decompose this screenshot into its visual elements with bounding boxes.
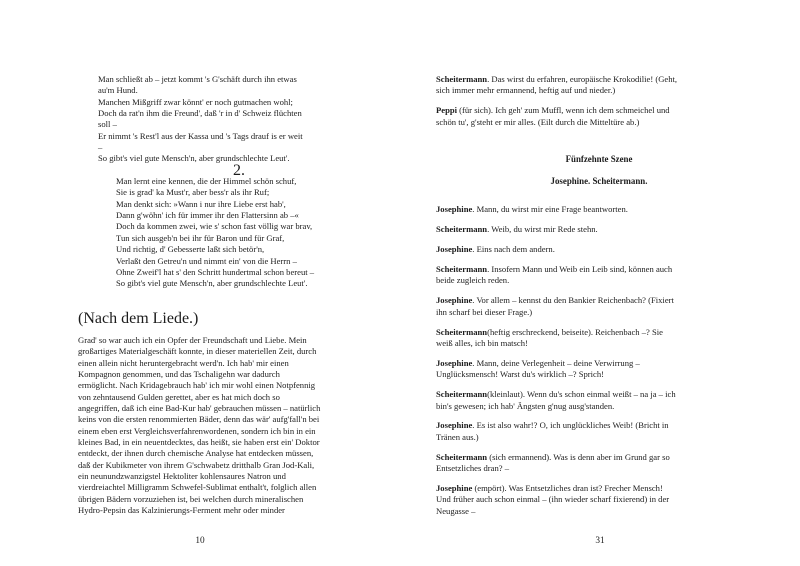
spacer [436, 165, 762, 176]
speech-line: . Insofern Mann und Weib ein Leib sind, können auch [487, 264, 673, 275]
prose-line: daß der Kubikmeter von ihrem G'schwabetz dritthalb Gran Jod-Kali, [78, 459, 315, 470]
prose-line: kleines Bad, in ein neuentdecktes, das heißt, sie haben erst ein' Doktor [78, 436, 320, 447]
speech-scheitermann-2 [436, 224, 762, 235]
speech-line: (heftig erschreckend, beiseite). Reichenbach –? Sie [487, 326, 663, 337]
speech-line: Tränen aus.) [436, 431, 479, 442]
verse-line: Dann g'wöhn' ich für immer ihr den Flattersinn ab –« [116, 210, 299, 221]
speech-line: . Eins nach dem andern. [472, 244, 555, 255]
speaker-name: Josephine [436, 357, 473, 368]
speaker-name: Scheitermann [436, 224, 488, 235]
verse-line: Doch da rat'n ihm die Freund', daß 'r in d' Schweiz flüchten [98, 108, 302, 119]
prose-line: von zehntausend Gulden gerettet, aber es hat mich doch so [78, 391, 280, 402]
speaker-name: Josephine [436, 204, 473, 215]
verse-line: Manchen Mißgriff zwar könnt' er noch gutmachen wohl; [98, 96, 293, 107]
scene-heading: Fünfzehnte Szene [565, 153, 633, 164]
speech-line: (sich ermannend). Was is denn aber im Grund gar so [487, 451, 670, 462]
speech-line: Und früher auch schon einmal – (ihn wieder scharf fixierend) in der [436, 494, 670, 505]
speech-scheitermann-6 [436, 452, 762, 475]
speech-line: sich immer mehr ermannend, heftig auf und nieder.) [436, 85, 616, 96]
speech-line: (kleinlaut). Wenn du's schon einmal weißt – na ja – ich [487, 389, 676, 400]
speech-peppi-1 [436, 105, 762, 128]
prose-line: übrigen Bädern vorzuziehen ist, bei welchen durch mineralischen [78, 493, 304, 504]
verse-line: soll – [98, 119, 117, 130]
spacer [436, 137, 762, 154]
prose-line: ermöglicht. Nach Kridagebrauch hab' ich mir wohl einen Notpfennig [78, 380, 316, 391]
speaker-name: Scheitermann [436, 326, 488, 337]
verse-line: Doch da kommen zwei, wie s' schon fast völlig war brav, [116, 221, 313, 232]
scene-cast-list: Josephine. Scheitermann. [550, 175, 648, 186]
prose-line: entdeckt, der ihnen durch chemische Analyse hat entdecken müssen, [78, 448, 314, 459]
speaker-name: Scheitermann [436, 74, 488, 84]
stanza-number: 2. [233, 161, 245, 179]
speaker-name: Josephine [436, 295, 473, 306]
speech-josephine-3 [436, 295, 762, 318]
verse-line: Verlaßt den Getreu'n und nimmt ein' von die Herrn – [116, 255, 297, 266]
prose-line: Kompagnon genommen, und das Tschaligehn war dadurch [78, 368, 280, 379]
verse-line: Er nimmt 's Rest'l aus der Kassa und 's Tags drauf is er weit [98, 130, 303, 141]
verse-line: Man lernt eine kennen, die der Himmel schön schuf, [116, 176, 297, 187]
speech-line: beide zugleich reden. [436, 275, 510, 286]
song-stanza-2 [116, 176, 370, 289]
stage-direction: (Nach dem Liede.) [78, 309, 199, 327]
speech-josephine-2 [436, 244, 762, 255]
speech-line: Unglücksmensch! Warst du's wirklich –? Sprich! [436, 369, 605, 380]
speech-line: . Es ist also wahr!? O, ich unglückliches Weib! (Bricht in [472, 420, 669, 431]
verse-line: Ohne Zweif'l hat s' den Schritt hundertmal schon bereut – [116, 266, 315, 277]
speaker-name: Josephine [436, 420, 473, 431]
speech-josephine-5 [436, 420, 762, 443]
speech-line: ihn scharf bei dieser Frage.) [436, 306, 533, 317]
speaker-name: Scheitermann [436, 264, 488, 275]
speech-scheitermann-4 [436, 327, 762, 350]
speech-line: (für sich). Ich geh' zum Muffl, wenn ich dem schmeichel und [457, 105, 670, 116]
speech-line: (empört). Was Entsetzliches dran ist? Frecher Mensch! [472, 483, 663, 494]
speech-line: schön tu', g'steht er mir alles. (Eilt durch die Mitteltüre ab.) [436, 116, 640, 127]
verse-line: au'm Hund. [98, 85, 138, 96]
right-page [400, 0, 800, 566]
speech-line: weiß alles, ich bin matsch! [436, 337, 528, 348]
speech-josephine-1 [436, 204, 762, 215]
speech-scheitermann-3 [436, 264, 762, 287]
verse-line: Tun sich ausgeb'n bei ihr für Baron und für Graf, [116, 232, 285, 243]
prose-line: keins von die ersten renommierten Bäder, denn das wär' aufg'fall'n bei [78, 414, 320, 425]
speaker-name: Scheitermann [436, 389, 488, 400]
page-number-right: 31 [595, 536, 605, 546]
speaker-name: Peppi [436, 105, 458, 116]
verse-line: – [98, 142, 103, 153]
speech-josephine-6 [436, 483, 762, 517]
speech-line: . Mann, du wirst mir eine Frage beantworten. [472, 204, 628, 215]
prose-line: großartiges Materialgeschäft konnte, in dieser materiellen Zeit, durch [78, 346, 317, 357]
speech-line: bin's gewesen; ich hab' Ängsten g'nug ausg'standen. [436, 400, 615, 411]
prose-monologue [78, 335, 370, 517]
speaker-name: Scheitermann [436, 451, 488, 462]
prose-line: ein neunundzwanzigstel Hektoliter kohlensaures Natron und [78, 471, 286, 481]
verse-line: So gibt's viel gute Mensch'n, aber grundschlechte Leut'. [98, 153, 290, 164]
speaker-name: Josephine [436, 483, 473, 494]
page-number-left: 10 [195, 536, 205, 546]
speech-line: Entsetzliches dran? – [436, 463, 510, 474]
prose-line: einem eben erst Vergleichsverfahrenwordenen, sondern ich bin in ein [78, 425, 316, 436]
speech-line: . Das wirst du erfahren, europäische Krokodilie! (Geht, [487, 74, 678, 84]
song-stanza-1 [98, 74, 370, 165]
speech-scheitermann-1 [436, 74, 762, 97]
prose-line: Grad' so war auch ich ein Opfer der Freundschaft und Liebe. Mein [78, 334, 307, 345]
speech-line: . Weib, du wirst mir Rede stehn. [487, 224, 598, 235]
prose-line: einen allein nicht heruntergebracht werd'n. Ich hab' mir einen [78, 357, 289, 368]
prose-line: Hydro-Pepsin das Kalzinierungs-Ferment mehr oder minder [78, 505, 285, 516]
verse-line: Man denkt sich: »Wann i nur ihre Liebe erst hab', [116, 198, 286, 209]
prose-line: angegriffen, daß ich eine Bad-Kur hab' gebrauchen müssen – natürlich [78, 402, 321, 413]
verse-line: Sie is grad' ka Must'r, aber bess'r als ihr Ruf; [116, 187, 270, 198]
speech-line: Neugasse – [436, 505, 476, 516]
speech-line: . Vor allem – kennst du den Bankier Reichenbach? (Fixiert [472, 295, 674, 306]
speech-scheitermann-5 [436, 389, 762, 412]
speech-line: . Mann, deine Verlegenheit – deine Verwirrung – [472, 357, 640, 368]
verse-line: Und richtig, d' Gebesserte laßt sich betör'n, [116, 244, 265, 255]
spacer [436, 187, 762, 204]
speaker-name: Josephine [436, 244, 473, 255]
verse-line: So gibt's viel gute Mensch'n, aber grundschlechte Leut'. [116, 278, 308, 289]
prose-line: vierdreiachtel Milligramm Schwefel-Sublimat enthalt't, folglich allen [78, 482, 317, 493]
verse-line: Man schließt ab – jetzt kommt 's G'schäft durch ihn etwas [98, 74, 297, 84]
speech-josephine-4 [436, 358, 762, 381]
